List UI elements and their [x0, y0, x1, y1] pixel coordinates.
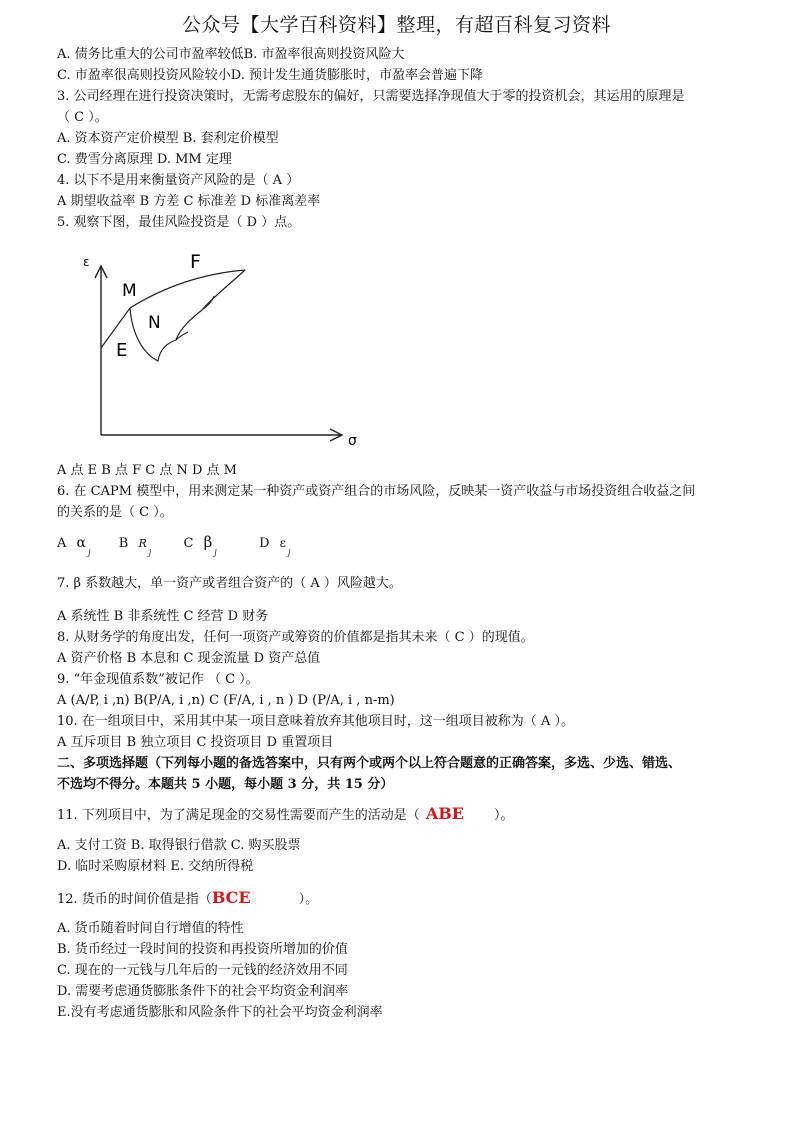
page-header: 公众号【大学百科资料】整理，有超百科复习资料 — [181, 14, 611, 36]
q6-answer: 的关系的是（ C ）。 — [57, 505, 173, 520]
q12-option-a: A. 货币随着时间自行增值的特性 — [57, 921, 244, 936]
q11-options-abc: A. 支付工资 B. 取得银行借款 C. 购买股票 — [57, 838, 301, 853]
q4-options: A 期望收益率 B 方差 C 标准差 D 标准离差率 — [57, 194, 321, 209]
q6-option-d-symbol: $\varepsilon_j$ — [279, 536, 291, 557]
point-m-label: M — [122, 281, 137, 301]
section-2-title: 二、多项选择题（下列每小题的备选答案中，只有两个或两个以上符合题意的正确答案，多选、少选、错选、 — [57, 756, 682, 771]
q6-stem: 6. 在 CAPM 模型中，用来测定某一种资产或资产组合的市场风险，反映某一资产收益与市场投资组合收益之间 — [57, 484, 696, 499]
q9-stem: 9. “年金现值系数”被记作 （ C ）。 — [57, 672, 259, 687]
q6-option-c-symbol: $\beta_j$ — [203, 533, 217, 557]
point-e-label: E — [116, 340, 128, 361]
q11-stem: 11. 下列项目中，为了满足现金的交易性需要而产生的活动是（ ABE ）。 — [57, 804, 514, 823]
q12-option-d: D. 需要考虑通货膨胀条件下的社会平均资金利润率 — [57, 984, 349, 999]
q7-stem: 7. β 系数越大，单一资产或者组合资产的（ A ）风险越大。 — [57, 576, 402, 591]
y-axis-label: ε — [83, 255, 90, 269]
q6-option-b-symbol: $R_j$ — [138, 537, 152, 557]
q10-options: A 互斥项目 B 独立项目 C 投资项目 D 重置项目 — [57, 735, 334, 750]
section-2-instructions: 不选均不得分。本题共 5 小题，每小题 3 分，共 15 分） — [57, 777, 394, 792]
q6-option-a-label: A — [57, 536, 67, 551]
q12-option-c: C. 现在的一元钱与几年后的一元钱的经济效用不同 — [57, 963, 348, 978]
q9-options: A (A/P, i ,n) B(P/A, i ,n) C (F/A, i , n ) D (P/A, i , n-m) — [57, 693, 395, 708]
q10-stem: 10. 在一组项目中，采用其中某一项目意味着放弃其他项目时，这一组项目被称为（ A ）。 — [57, 714, 574, 729]
q6-option-a-symbol: $\alpha_j$ — [76, 535, 91, 557]
q12-option-b: B. 货币经过一段时间的投资和再投资所增加的价值 — [57, 942, 348, 957]
x-axis-label: σ — [348, 433, 357, 448]
q8-options: A 资产价格 B 本息和 C 现金流量 D 资产总值 — [57, 651, 321, 666]
q4-stem: 4. 以下不是用来衡量资产风险的是（ A ） — [57, 173, 300, 188]
q2-options-cd: C. 市盈率很高则投资风险较小D. 预计发生通货膨胀时，市盈率会普遍下降 — [57, 68, 483, 83]
q6-option-d-label: D — [259, 536, 270, 551]
q3-options-ab: A. 资本资产定价模型 B. 套利定价模型 — [57, 131, 279, 146]
q3-stem: 3. 公司经理在进行投资决策时，无需考虑股东的偏好，只需要选择净现值大于零的投资机会，其运用的原理是 — [57, 89, 685, 104]
q7-options: A 系统性 B 非系统性 C 经营 D 财务 — [57, 609, 269, 624]
q11-options-de: D. 临时采购原材料 E. 交纳所得税 — [57, 859, 254, 874]
q11-answer: ABE — [425, 804, 464, 823]
q6-option-b-label: B — [118, 536, 129, 551]
q5-options: A 点 E B 点 F C 点 N D 点 M — [57, 463, 237, 478]
q5-stem: 5. 观察下图，最佳风险投资是（ D ）点。 — [57, 215, 301, 230]
q12-answer: BCE — [211, 888, 251, 907]
risk-return-figure — [80, 248, 380, 448]
q6-options — [57, 533, 291, 557]
q12-option-e: E.没有考虑通货膨胀和风险条件下的社会平均资金利润率 — [57, 1005, 383, 1020]
efficient-frontier — [130, 270, 245, 308]
q6-option-c-label: C — [183, 536, 194, 551]
q12-stem: 12. 货币的时间价值是指（BCE ）。 — [57, 888, 319, 907]
q3-options-cd: C. 费雪分离原理 D. MM 定理 — [57, 152, 232, 167]
q2-options-ab: A. 债务比重大的公司市盈率较低B. 市盈率很高则投资风险大 — [57, 47, 405, 62]
q8-stem: 8. 从财务学的角度出发，任何一项资产或筹资的价值都是指其未来（ C ）的现值。 — [57, 630, 534, 645]
point-f-label: F — [190, 251, 201, 273]
point-n-label: N — [148, 313, 161, 333]
q3-answer: （ C ）。 — [57, 110, 108, 125]
